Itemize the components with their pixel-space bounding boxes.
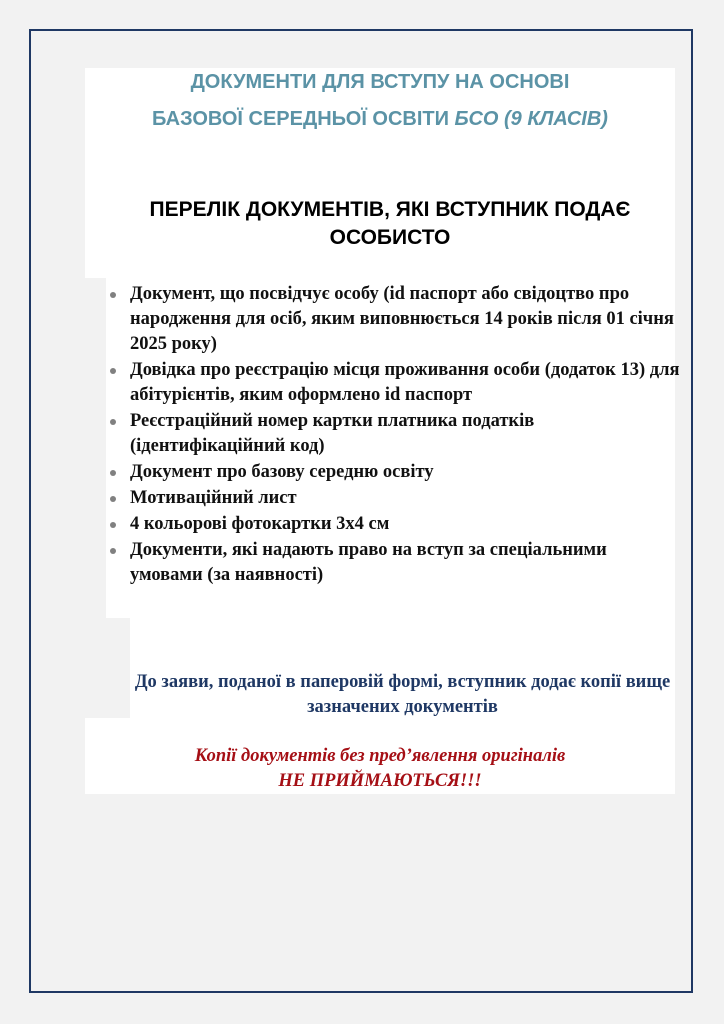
- list-item: [106, 358, 681, 408]
- list-item-text: 4 кольорові фотокартки 3х4 см: [130, 514, 390, 534]
- document-title-line1: ДОКУМЕНТИ ДЛЯ ВСТУПУ НА ОСНОВІ: [190, 71, 570, 93]
- list-item-text: Документ про базову середню освіту: [130, 462, 434, 482]
- list-heading-line1: ПЕРЕЛІК ДОКУМЕНТІВ, ЯКІ ВСТУПНИК ПОДАЄ: [149, 198, 631, 221]
- bullet-icon: [110, 548, 116, 554]
- list-item-text: Документи, які надають право на вступ за спеціальними умовами (за наявності): [130, 540, 607, 585]
- list-heading: [85, 196, 695, 252]
- list-item-text: Реєстраційний номер картки платника податків (ідентифікаційний код): [130, 411, 535, 456]
- list-heading-line2: ОСОБИСТО: [329, 226, 451, 249]
- list-item: [106, 460, 681, 485]
- list-item: [106, 538, 681, 588]
- bullet-icon: [110, 292, 116, 298]
- originals-warning: [85, 744, 675, 794]
- documents-list: [106, 282, 681, 589]
- list-item-text: Мотиваційний лист: [130, 488, 297, 508]
- list-item: [106, 409, 681, 459]
- bullet-icon: [110, 368, 116, 374]
- document-title-line2: [85, 107, 675, 131]
- title-regular-part: БАЗОВОЇ СЕРЕДНЬОЇ ОСВІТИ: [152, 108, 455, 130]
- warning-line1: Копії документів без пред’явлення оригіналів: [194, 746, 566, 766]
- bullet-icon: [110, 419, 116, 425]
- list-item: [106, 282, 681, 357]
- warning-line2: НЕ ПРИЙМАЮТЬСЯ!!!: [278, 771, 482, 791]
- paper-copies-note: До заяви, поданої в паперовій формі, вступник додає копії вище зазначених документів: [134, 672, 671, 717]
- list-item-text: Документ, що посвідчує особу (id паспорт або свідоцтво про народження для осіб, яким виповнюється 14 років після 01 січня 2025 року): [130, 284, 674, 354]
- bullet-icon: [110, 522, 116, 528]
- list-item: [106, 486, 681, 511]
- list-item: [106, 512, 681, 537]
- list-item-text: Довідка про реєстрацію місця проживання особи (додаток 13) для абітурієнтів, яким оформлено id паспорт: [130, 360, 680, 405]
- title-italic-part: БСО (9 КЛАСІВ): [454, 108, 608, 130]
- bullet-icon: [110, 470, 116, 476]
- bullet-icon: [110, 496, 116, 502]
